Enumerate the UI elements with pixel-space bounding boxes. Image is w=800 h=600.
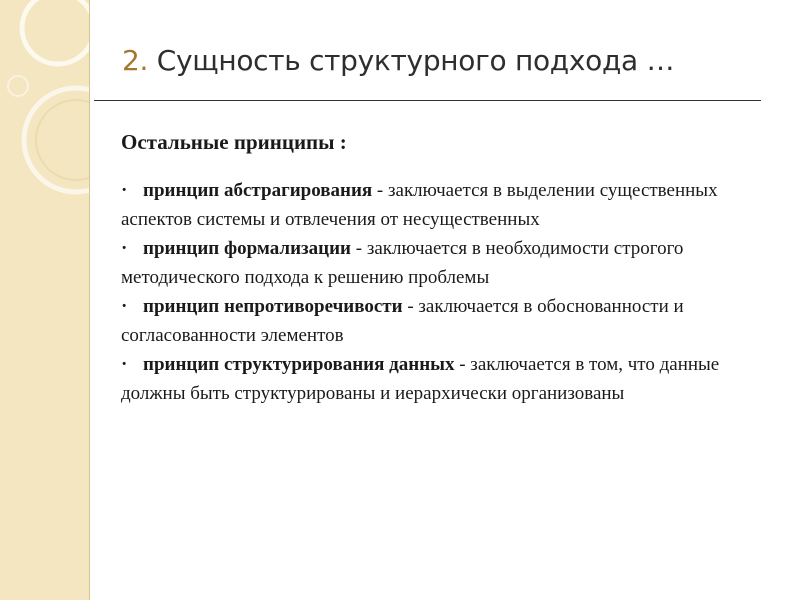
principle-item xyxy=(121,234,771,292)
principle-description: - заключается в необходимости строгого методического подхода к решению проблемы xyxy=(121,238,684,288)
principle-item xyxy=(121,350,771,408)
slide-title-number: 2. xyxy=(122,44,149,77)
principle-description: - заключается в том, что данные должны быть структурированы и иерархически организованы xyxy=(121,354,720,404)
bullet-icon: · xyxy=(121,180,128,201)
principle-name: принцип структурирования данных xyxy=(143,354,455,375)
decorative-circles-graphic xyxy=(0,0,89,600)
title-divider xyxy=(94,100,761,101)
slide-subtitle: Остальные принципы : xyxy=(121,130,347,154)
principle-description: - заключается в обоснованности и согласованности элементов xyxy=(121,296,684,346)
principle-description: - заключается в выделении существенных аспектов системы и отвлечения от несущественных xyxy=(121,180,718,230)
decorative-sidebar xyxy=(0,0,90,600)
slide-content xyxy=(121,128,771,408)
principle-item xyxy=(121,176,771,234)
principle-item xyxy=(121,292,771,350)
principle-name: принцип абстрагирования xyxy=(143,180,373,201)
principle-name: принцип формализации xyxy=(143,238,351,259)
bullet-icon: · xyxy=(121,296,128,317)
principle-name: принцип непротиворечивости xyxy=(143,296,403,317)
bullet-icon: · xyxy=(121,238,128,259)
bullet-icon: · xyxy=(121,354,128,375)
slide-title xyxy=(122,44,674,77)
slide-title-text: Сущность структурного подхода … xyxy=(156,44,675,77)
